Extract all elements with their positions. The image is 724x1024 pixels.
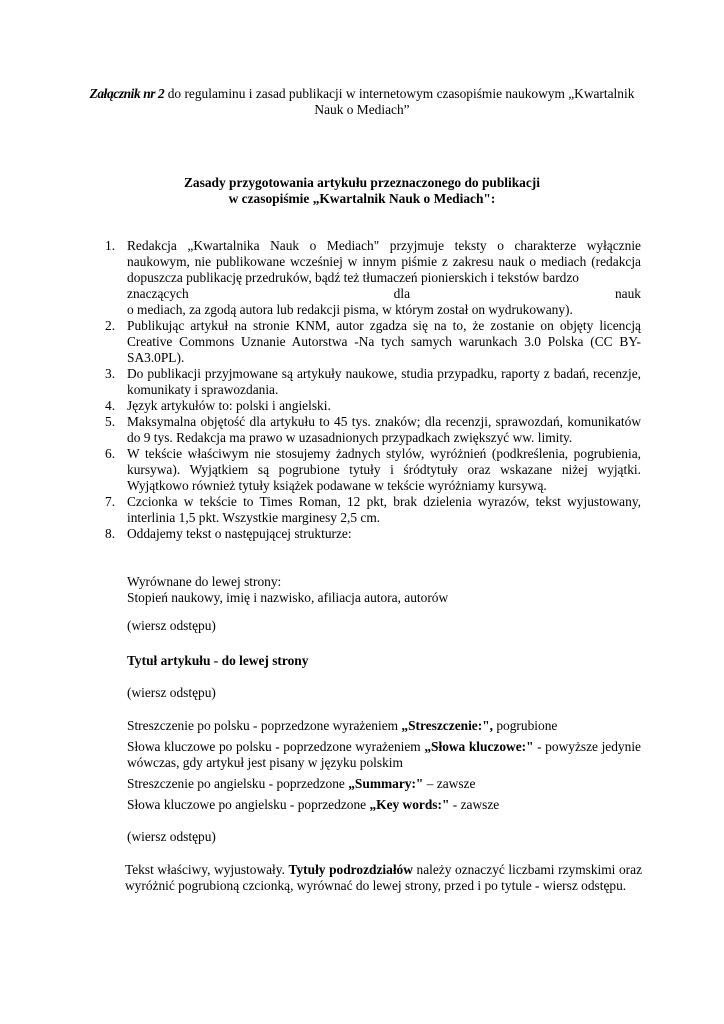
- list-item-text: Czcionka w tekście to Times Roman, 12 pkt, brak dzielenia wyrazów, tekst wyjustowany, interlinia 1,5 pkt. Wszystkie marginesy 2,5 cm.: [127, 494, 641, 525]
- body-keyword: Tytuły podrozdziałów: [288, 862, 413, 877]
- list-item: [105, 398, 641, 414]
- list-item-text: Do publikacji przyjmowane są artykuły naukowe, studia przypadku, raporty z badań, recenzje, komunikaty i sprawozdania.: [127, 366, 641, 397]
- keywords-en-text: Słowa kluczowe po angielsku - poprzedzone: [127, 797, 370, 812]
- keywords-pl-keyword: „Słowa kluczowe:": [424, 739, 534, 754]
- body-text: Tekst właściwy, wyjustowały.: [125, 862, 289, 877]
- list-item-text: Oddajemy tekst o następującej strukturze:: [127, 526, 352, 541]
- title-line-2: w czasopiśmie „Kwartalnik Nauk o Mediach":: [228, 191, 496, 206]
- keywords-en-keyword: „Key words:": [369, 797, 450, 812]
- list-item-number: 8.: [105, 526, 116, 541]
- list-item-text: Język artykułów to: polski i angielski.: [127, 398, 331, 413]
- attachment-header: [80, 86, 644, 118]
- list-item-number: 1.: [105, 238, 116, 253]
- document-title: [80, 175, 644, 207]
- spread-word: dla: [393, 286, 411, 301]
- header-line-1-text: do regulaminu i zasad publikacji w internetowym czasopiśmie naukowym „Kwartalnik: [164, 86, 635, 101]
- list-item: [105, 366, 641, 398]
- abstract-pl-suffix: pogrubione: [493, 718, 558, 733]
- list-item-number: 4.: [105, 398, 116, 413]
- body-text-instruction: [125, 862, 642, 894]
- list-item-number: 2.: [105, 318, 116, 333]
- list-item-number: 7.: [105, 494, 116, 509]
- rules-list: [105, 238, 641, 542]
- header-line-2: Nauk o Mediach”: [314, 102, 410, 117]
- keywords-en-suffix: - zawsze: [449, 797, 500, 812]
- abstract-en-text: Streszczenie po angielsku - poprzedzone: [127, 776, 349, 791]
- list-item-number: 6.: [105, 446, 116, 461]
- list-item-text: Publikując artykuł na stronie KNM, autor zgadza się na to, że zostanie on objęty licencją Creative Commons Uznanie Autorstwa -Na tych samych warunkach 3.0 Polska (CC BY-SA3.0PL).: [127, 318, 641, 365]
- abstract-en-keyword: „Summary:": [348, 776, 424, 791]
- article-title-instruction: Tytuł artykułu - do lewej strony: [127, 653, 309, 668]
- list-item: [105, 318, 641, 366]
- line-gap-note-1: (wiersz odstępu): [127, 618, 216, 633]
- abstract-pl-text: Streszczenie po polsku - poprzedzone wyrażeniem: [127, 718, 402, 733]
- abstract-en-line: [127, 776, 641, 792]
- list-item: [105, 446, 641, 494]
- alignment-line-1: Wyrównane do lewej strony:: [127, 574, 282, 589]
- list-item: [105, 414, 641, 446]
- abstract-pl-line: [127, 718, 641, 734]
- title-line-1: Zasady przygotowania artykułu przeznaczonego do publikacji: [184, 175, 540, 190]
- list-item-text: W tekście właściwym nie stosujemy żadnych stylów, wyróżnień (podkreślenia, pogrubienia, kursywa). Wyjątkiem są pogrubione tytuły i śródtytuły oraz wskazane niżej wyjątki. Wyjątkowo również tytuły książek podawane w tekście wyróżniamy kursywą.: [127, 446, 641, 493]
- keywords-pl-suffix: - powyższe jedynie wówczas, gdy artykuł jest pisany w języku polskim: [127, 739, 641, 770]
- keywords-en-line: [127, 797, 641, 813]
- attachment-label: Załącznik nr 2: [89, 86, 165, 101]
- spread-word: znaczących: [127, 286, 189, 301]
- body-suffix: należy oznaczyć liczbami rzymskimi oraz wyróżnić pogrubioną czcionką, wyrównać do lewej strony, przed i po tytule - wiersz odstępu.: [125, 862, 643, 893]
- list-item: [105, 238, 641, 318]
- keywords-pl-line: [127, 739, 641, 771]
- list-item-justified-line: [127, 286, 641, 302]
- header-line-1: [80, 86, 644, 102]
- alignment-line-2: Stopień naukowy, imię i nazwisko, afiliacja autora, autorów: [127, 590, 449, 605]
- spread-word: nauk: [614, 286, 641, 301]
- alignment-block: [127, 574, 641, 606]
- list-item-tail: o mediach, za zgodą autora lub redakcji pisma, w którym został on wydrukowany).: [127, 302, 573, 317]
- abstract-en-suffix: – zawsze: [423, 776, 476, 791]
- line-gap-note-2: (wiersz odstępu): [127, 685, 216, 700]
- line-gap-note-3: (wiersz odstępu): [127, 829, 216, 844]
- list-item-number: 3.: [105, 366, 116, 381]
- list-item-number: 5.: [105, 414, 116, 429]
- list-item: [105, 526, 641, 542]
- list-item-text: Redakcja „Kwartalnika Nauk o Mediach" przyjmuje teksty o charakterze wyłącznie naukowym, nie publikowane wcześniej w innym piśmie z zakresu nauk o mediach (redakcja dopuszcza publikację przedruków, bądź też tłumaczeń pionierskich i tekstów bardzo: [127, 238, 641, 285]
- list-item: [105, 494, 641, 526]
- abstract-pl-keyword: „Streszczenie:",: [401, 718, 493, 733]
- keywords-pl-text: Słowa kluczowe po polsku - poprzedzone wyrażeniem: [127, 739, 425, 754]
- list-item-text: Maksymalna objętość dla artykułu to 45 tys. znaków; dla recenzji, sprawozdań, komunikatów do 9 tys. Redakcja ma prawo w uzasadnionych przypadkach zwiększyć ww. limity.: [127, 414, 641, 445]
